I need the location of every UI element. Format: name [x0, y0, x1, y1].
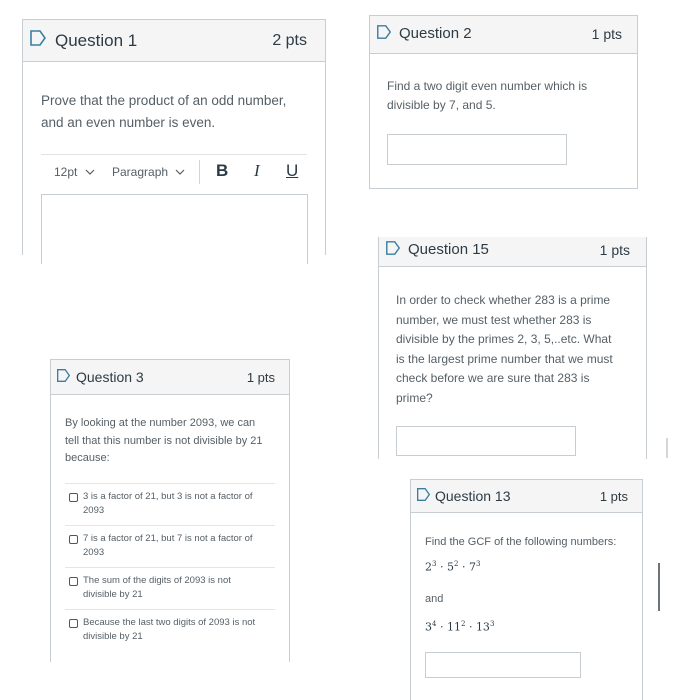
block-format-dropdown[interactable]: Paragraph — [112, 165, 185, 179]
bookmark-flag-icon[interactable] — [416, 487, 431, 502]
bookmark-flag-icon[interactable] — [385, 240, 401, 256]
question-1-title: Question 1 — [55, 31, 138, 50]
toolbar-divider — [41, 154, 307, 155]
answer-option[interactable]: Because the last two digits of 2093 is not divisible by 21 — [65, 609, 275, 652]
question-2-title: Question 2 — [399, 25, 472, 42]
question-15-header — [379, 237, 646, 267]
toolbar-separator — [199, 160, 200, 184]
question-2-text: Find a two digit even number which is divisible by 7, and 5. — [387, 79, 588, 112]
checkbox[interactable] — [69, 535, 78, 544]
checkbox[interactable] — [69, 493, 78, 502]
question-3-header — [51, 360, 289, 395]
question-1-card — [22, 19, 326, 255]
question-13-card — [410, 479, 643, 700]
question-13-answer-input[interactable] — [425, 652, 581, 678]
font-size-dropdown[interactable]: 12pt — [54, 165, 95, 179]
question-15-text: In order to check whether 283 is a prime number, we must test whether 283 is divisible by the primes 2, 3, 5,..etc. What is the largest prime number that we must check before we are sure that 283 is prime? — [396, 293, 613, 405]
bookmark-flag-icon[interactable] — [376, 24, 392, 40]
checkbox[interactable] — [69, 577, 78, 586]
bookmark-flag-icon[interactable] — [56, 368, 71, 383]
question-3-card — [50, 359, 290, 662]
math-expression-1: $2^3 \cdot 5^2 \cdot 7^3$ — [425, 560, 481, 574]
answer-option[interactable]: 3 is a factor of 21, but 3 is not a factor of 2093 — [65, 483, 275, 526]
question-2-card — [369, 15, 638, 189]
answer-option[interactable]: 7 is a factor of 21, but 7 is not a factor of 2093 — [65, 525, 275, 568]
question-2-answer-input[interactable] — [387, 134, 567, 165]
question-3-title: Question 3 — [76, 369, 144, 385]
question-1-header — [23, 20, 325, 62]
question-13-text: Find the GCF of the following numbers: — [425, 536, 617, 548]
chevron-down-icon — [175, 168, 185, 176]
question-15-title: Question 15 — [408, 241, 489, 258]
question-2-header — [370, 16, 637, 54]
bold-button[interactable]: B — [216, 161, 229, 180]
bookmark-flag-icon[interactable] — [29, 29, 47, 47]
question-3-points: 1 pts — [246, 370, 275, 385]
question-13-points: 1 pts — [599, 489, 628, 504]
underline-button[interactable]: U — [286, 161, 299, 180]
question-2-points: 1 pts — [591, 26, 622, 42]
scrollbar-mark — [666, 438, 668, 458]
scrollbar-mark — [658, 563, 660, 611]
math-expression-2: $3^4 \cdot 11^2 \cdot 13^3$ — [425, 620, 495, 634]
question-3-text: By looking at the number 2093, we can tell that this number is not divisible by 21 because: — [65, 417, 263, 464]
answer-option[interactable]: The sum of the digits of 2093 is not divisible by 21 — [65, 567, 275, 610]
checkbox[interactable] — [69, 619, 78, 628]
question-15-answer-input[interactable] — [396, 426, 576, 456]
question-1-text: Prove that the product of an odd number, and an even number is even. — [41, 93, 287, 130]
question-15-points: 1 pts — [599, 242, 630, 258]
question-1-essay-editor[interactable] — [41, 194, 308, 264]
and-label: and — [425, 593, 444, 605]
italic-button[interactable]: I — [254, 161, 260, 180]
chevron-down-icon — [85, 168, 95, 176]
question-13-title: Question 13 — [435, 488, 511, 504]
question-1-points: 2 pts — [272, 32, 307, 49]
question-13-header — [411, 480, 642, 513]
question-15-card — [378, 237, 647, 459]
